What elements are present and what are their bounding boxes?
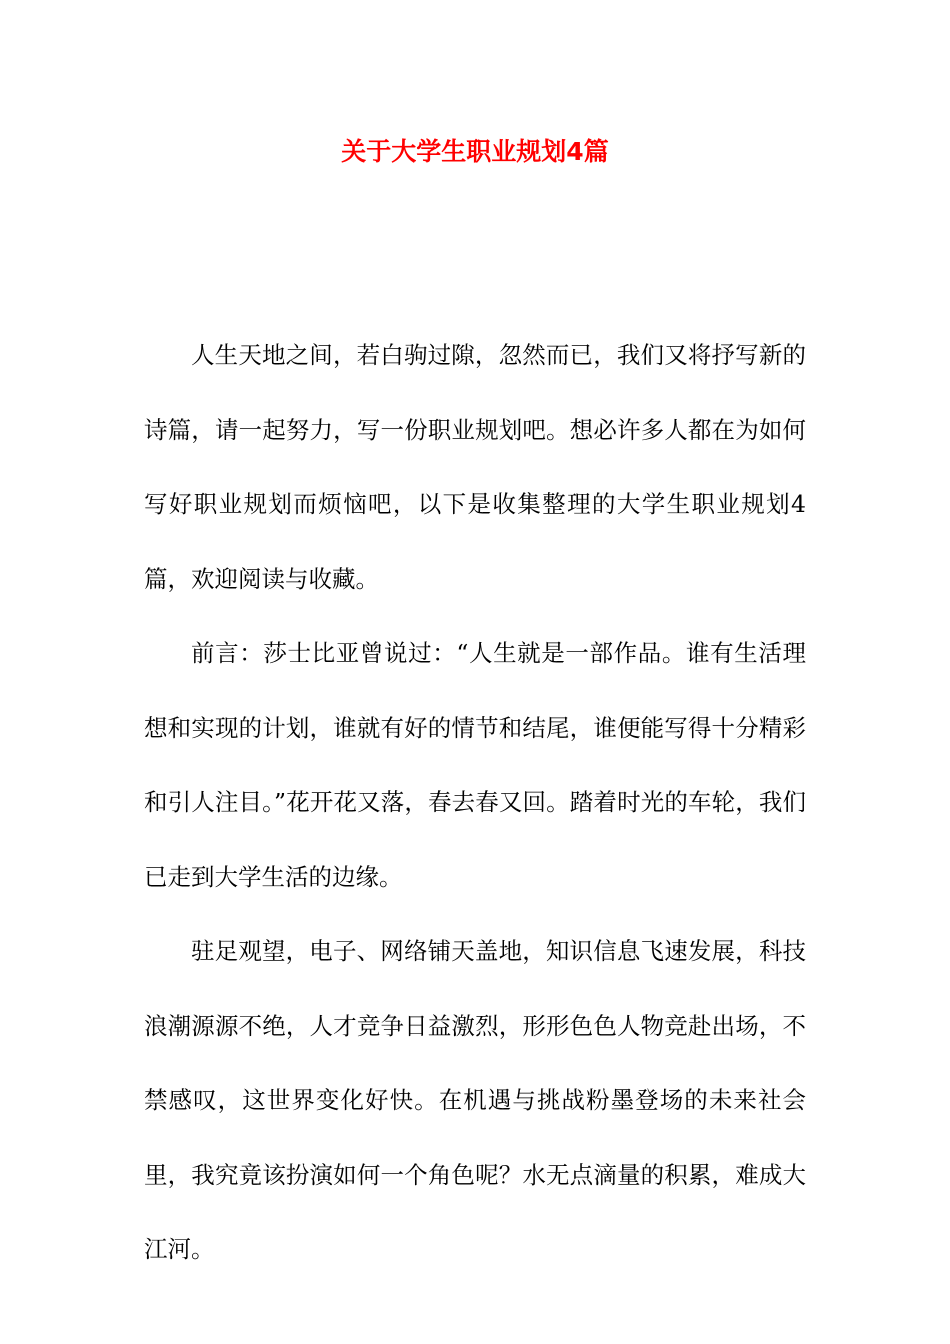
document-body [144, 318, 806, 1287]
paragraph-intro: 人生天地之间，若白驹过隙，忽然而已，我们又将抒写新的诗篇，请一起努力，写一份职业规划吧。想必许多人都在为如何写好职业规划而烦恼吧，以下是收集整理的大学生职业规划4篇，欢迎阅读与收藏。 [144, 341, 806, 593]
paragraph-preface: 前言：莎士比亚曾说过：“人生就是一部作品。谁有生活理想和实现的计划，谁就有好的情节和结尾，谁便能写得十分精彩和引人注目。”花开花又落，春去春又回。踏着时光的车轮，我们已走到大学生活的边缘。 [144, 639, 806, 891]
document-title: 关于大学生职业规划4篇 [341, 137, 609, 166]
paragraph-observation: 驻足观望，电子、网络铺天盖地，知识信息飞速发展，科技浪潮源源不绝，人才竞争日益激烈，形形色色人物竞赴出场，不禁感叹，这世界变化好快。在机遇与挑战粉墨登场的未来社会里，我究竟该扮演如何一个角色呢？水无点滴量的积累，难成大江河。 [144, 937, 806, 1263]
